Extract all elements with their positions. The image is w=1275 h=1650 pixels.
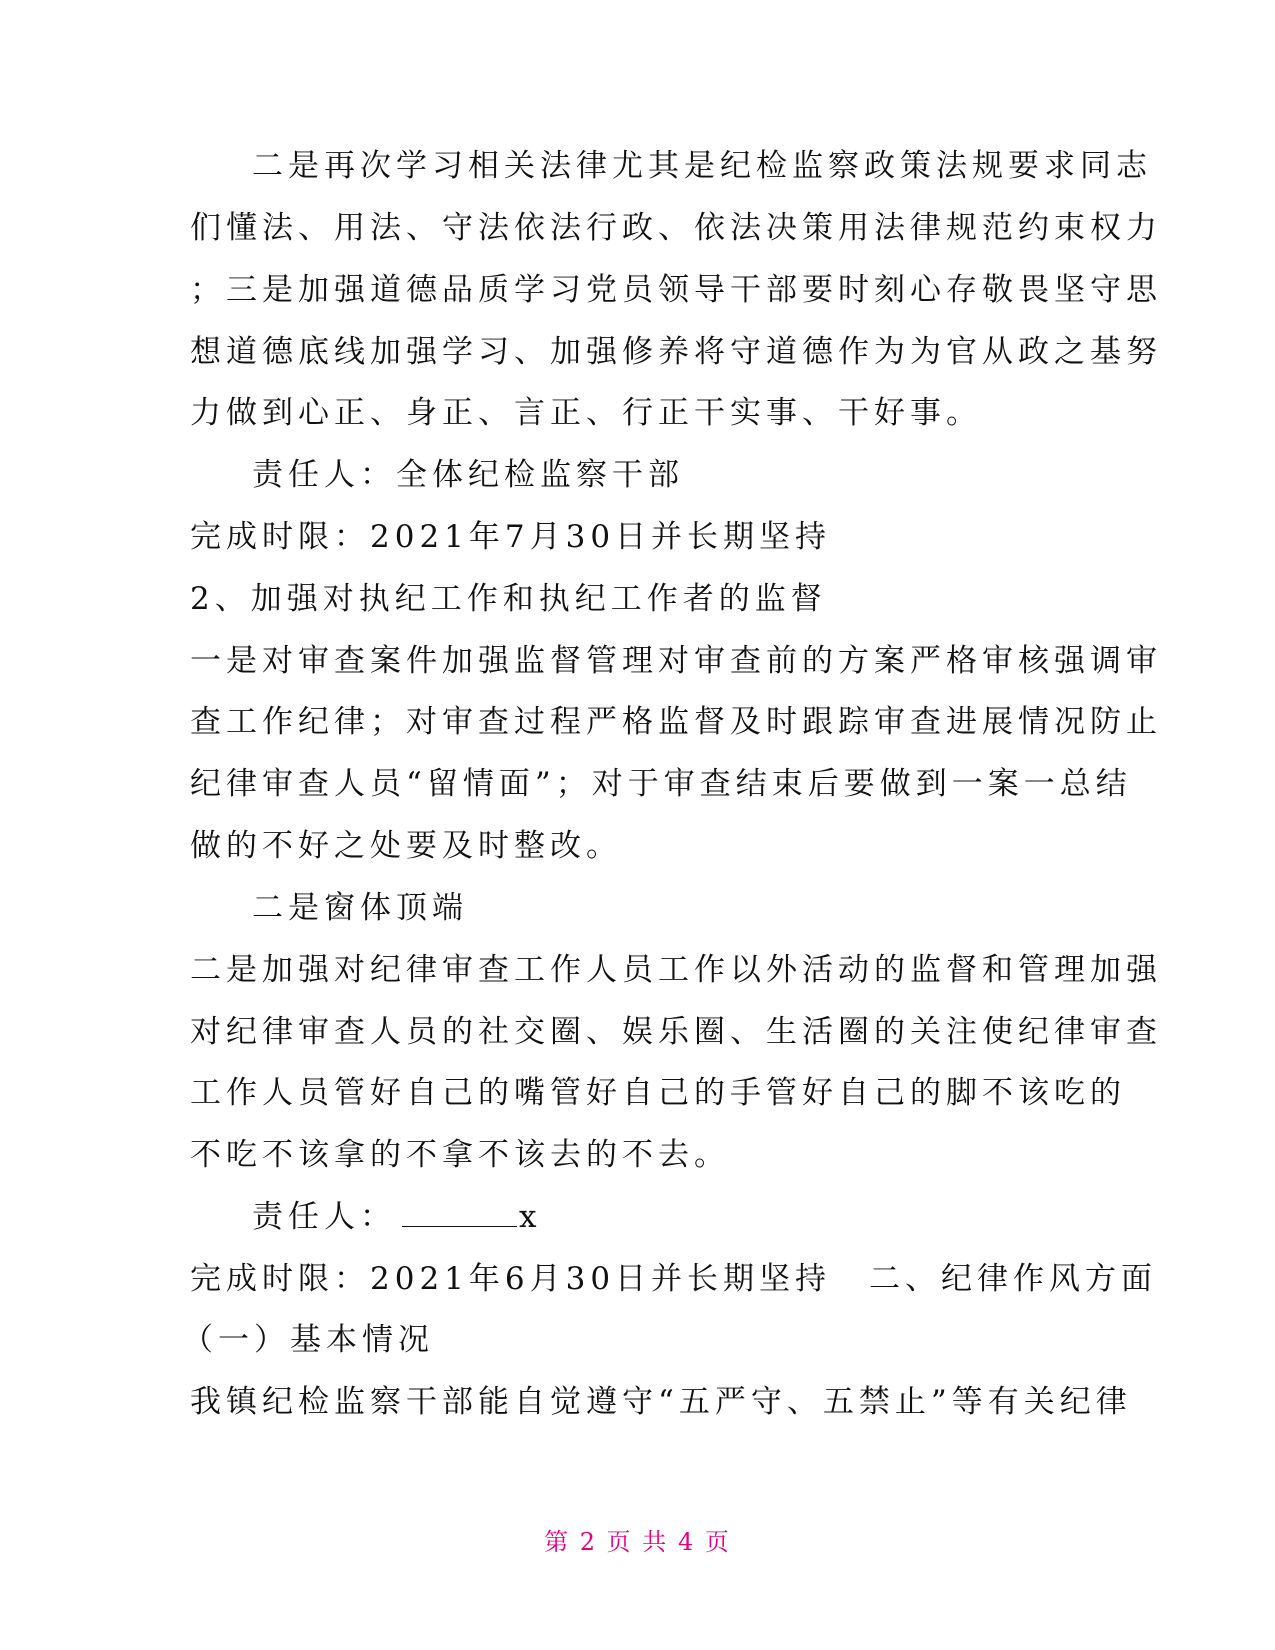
page-footer (0, 1526, 1275, 1558)
paragraph-line: 力做到心正、身正、言正、行正干实事、干好事。 (190, 395, 982, 431)
page-number: 第 2 页 共 4 页 (544, 1528, 731, 1556)
paragraph-line: 查工作纪律；对审查过程严格监督及时跟踪审查进展情况防止 (190, 704, 1162, 740)
section-heading: 二、纪律作风方面 (869, 1261, 1158, 1297)
responsible-value: x (519, 1199, 542, 1235)
deadline-text: 完成时限：2021年6月30日并长期坚持 (190, 1261, 832, 1297)
deadline-line-2 (190, 1259, 1158, 1299)
responsible-label: 责任人： (252, 1199, 396, 1235)
paragraph-line: 一是对审查案件加强监督管理对审查前的方案严格审核强调审 (190, 643, 1162, 679)
paragraph-line: 做的不好之处要及时整改。 (190, 828, 622, 864)
subsection-heading: （一）基本情况 (182, 1322, 434, 1358)
paragraph-line: 二是加强对纪律审查工作人员工作以外活动的监督和管理加强 (190, 952, 1162, 988)
deadline-line: 完成时限：2021年7月30日并长期坚持 (190, 519, 832, 555)
paragraph-line: 我镇纪检监察干部能自觉遵守“五严守、五禁止”等有关纪律 (190, 1384, 1132, 1420)
paragraph-line: 纪律审查人员“留情面”；对于审查结束后要做到一案一总结 (190, 766, 1132, 802)
paragraph-line: 对纪律审查人员的社交圈、娱乐圈、生活圈的关注使纪律审查 (190, 1014, 1162, 1050)
responsible-person-line: 责任人：全体纪检监察干部 (252, 457, 684, 493)
paragraph-line: 们懂法、用法、守法依法行政、依法决策用法律规范约束权力 (190, 210, 1162, 246)
paragraph-line: ；三是加强道德品质学习党员领导干部要时刻心存敬畏坚守思 (190, 272, 1162, 308)
paragraph-line: 想道德底线加强学习、加强修养将守道德作为为官从政之基努 (190, 334, 1162, 370)
paragraph-line: 不吃不该拿的不拿不该去的不去。 (190, 1137, 730, 1173)
paragraph-line: 二是再次学习相关法律尤其是纪检监察政策法规要求同志 (252, 148, 1152, 184)
section-item-heading: 2、加强对执纪工作和执纪工作者的监督 (190, 581, 827, 617)
blank-underline (402, 1200, 517, 1227)
paragraph-line: 工作人员管好自己的嘴管好自己的手管好自己的脚不该吃的 (190, 1075, 1126, 1111)
paragraph-line: 二是窗体顶端 (252, 890, 468, 926)
responsible-person-line-2 (252, 1197, 1152, 1237)
